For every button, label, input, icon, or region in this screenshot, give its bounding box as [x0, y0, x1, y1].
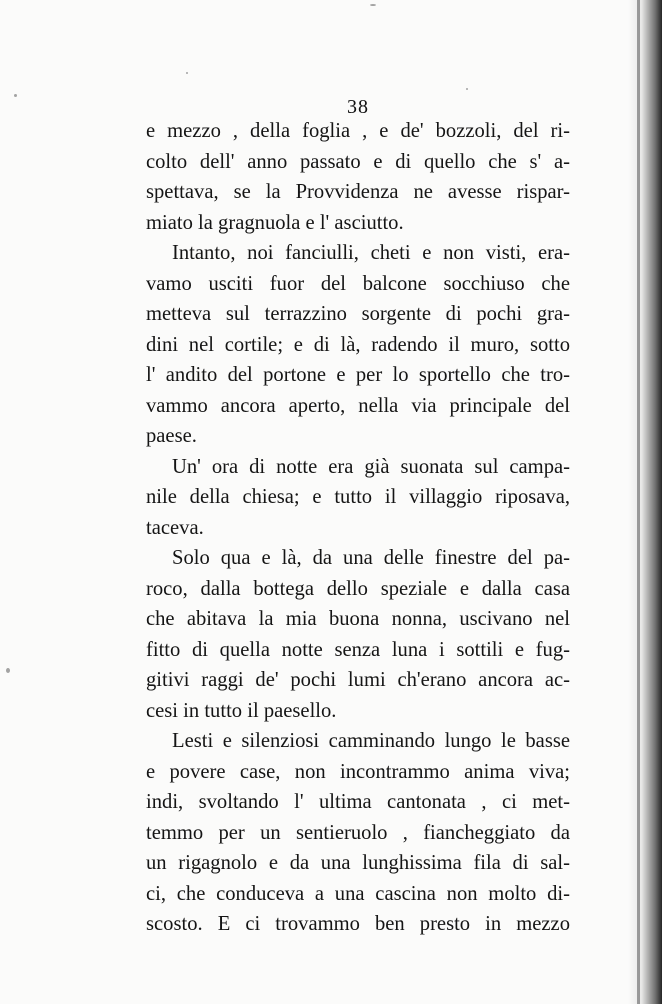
text-line: temmo per un sentieruolo , fiancheggiato da	[146, 821, 570, 844]
text-line: Solo qua e là, da una delle finestre del pa-	[172, 547, 570, 569]
text-line: cesi in tutto il paesello.	[146, 699, 337, 722]
page-number: 38	[347, 96, 369, 118]
text-line: ci, che conduceva a una cascina non molto di-	[146, 882, 570, 905]
page-edge-shadow	[628, 0, 662, 1004]
text-line: che abitava la mia buona nonna, uscivano nel	[146, 608, 570, 630]
text-line: taceva.	[146, 516, 204, 539]
page-body-text	[146, 116, 570, 940]
text-line: Un' ora di notte era già suonata sul campa-	[172, 455, 570, 478]
paper-speck	[6, 668, 10, 673]
paper-speck	[466, 88, 468, 90]
text-line: e mezzo , della foglia , e de' bozzoli, del ri-	[146, 120, 570, 142]
text-line: gitivi raggi de' pochi lumi ch'erano ancora ac-	[146, 669, 570, 691]
text-line: e povere case, non incontrammo anima viva;	[146, 760, 570, 783]
text-line: vammo ancora aperto, nella via principale del	[146, 394, 570, 417]
text-line: Intanto, noi fanciulli, cheti e non visti, era-	[172, 242, 570, 264]
paper-speck	[186, 72, 188, 74]
text-line: nile della chiesa; e tutto il villaggio riposava,	[146, 486, 570, 508]
page-fold-line	[637, 0, 640, 1004]
text-line: dini nel cortile; e di là, radendo il muro, sotto	[146, 333, 570, 356]
text-line: miato la gragnuola e l' asciutto.	[146, 211, 404, 234]
text-line: vamo usciti fuor del balcone socchiuso che	[146, 272, 570, 295]
paper-speck	[370, 4, 376, 6]
text-line: spettava, se la Provvidenza ne avesse rispar-	[146, 181, 570, 203]
text-line: metteva sul terrazzino sorgente di pochi gra-	[146, 303, 570, 325]
text-line: scosto. E ci trovammo ben presto in mezzo	[146, 913, 570, 935]
text-line: colto dell' anno passato e di quello che s' a-	[146, 150, 570, 173]
text-line: paese.	[146, 425, 197, 447]
text-line: l' andito del portone e per lo sportello che tro-	[146, 364, 570, 386]
text-line: fitto di quella notte senza luna i sottili e fug-	[146, 638, 570, 661]
text-line: indi, svoltando l' ultima cantonata , ci met-	[146, 791, 570, 813]
text-line: un rigagnolo e da una lunghissima fila di sal-	[146, 852, 570, 874]
text-line: roco, dalla bottega dello speziale e dalla casa	[146, 577, 570, 600]
text-line: Lesti e silenziosi camminando lungo le basse	[172, 730, 570, 752]
